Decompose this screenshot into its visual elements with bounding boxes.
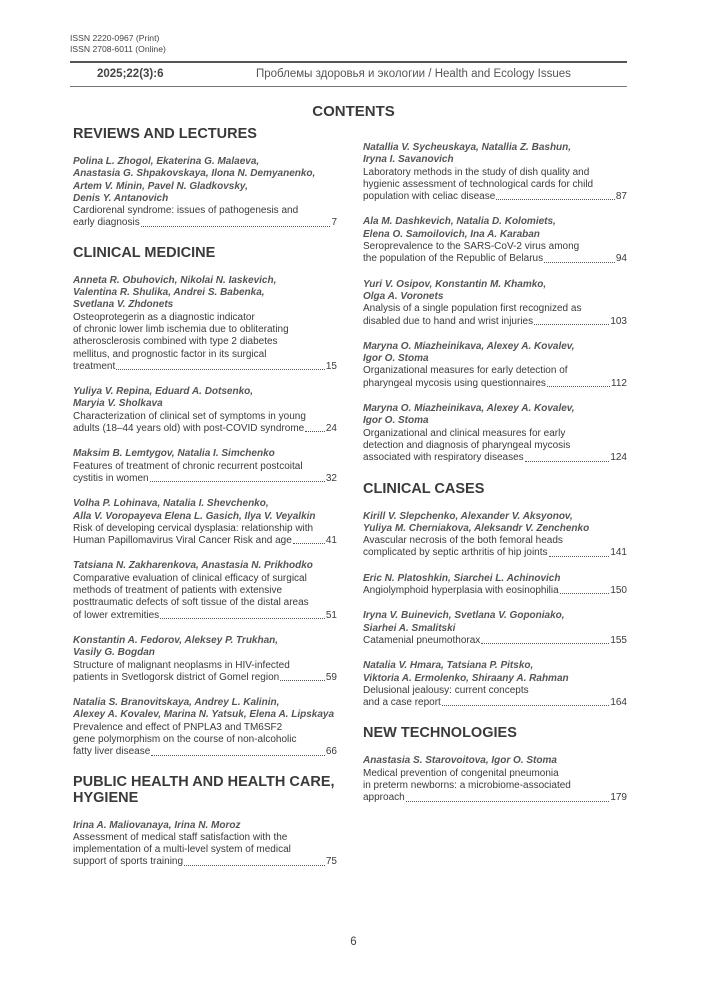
- entry-last-line: [73, 610, 337, 622]
- dot-leader: [151, 755, 325, 756]
- toc-entry: [363, 660, 627, 709]
- issn-block: [70, 33, 166, 55]
- entry-title-end: pharyngeal mycosis using questionnaires: [363, 377, 546, 389]
- dot-leader: [525, 461, 610, 462]
- toc-entry: [363, 755, 627, 804]
- entry-title-end: approach: [363, 792, 405, 804]
- entry-page-number: 94: [615, 253, 627, 265]
- entry-page-number: 164: [610, 697, 627, 709]
- entry-authors: Irina A. Maliovanaya, Irina N. Moroz: [73, 819, 241, 831]
- entry-last-line: [73, 217, 337, 229]
- toc-entry: [363, 279, 627, 328]
- entry-title-end: patients in Svetlogorsk district of Gomel region: [73, 671, 280, 683]
- entry-authors: Denis Y. Antanovich: [73, 192, 169, 204]
- page-number: 6: [350, 936, 357, 948]
- right-column: [363, 142, 627, 805]
- entry-authors: Valentina R. Shulika, Andrei S. Babenka,: [73, 287, 265, 299]
- dot-leader: [547, 386, 610, 387]
- entry-title-end: support of sports training: [73, 856, 184, 868]
- entry-last-line: [363, 378, 627, 390]
- entry-title-line: Prevalence and effect of PNPLA3 and TM6SF2: [73, 721, 283, 733]
- entry-title-line: Structure of malignant neoplasms in HIV-infected: [73, 659, 290, 671]
- entry-authors: Anneta R. Obuhovich, Nikolai N. Iaskevich,: [73, 274, 277, 286]
- entry-page-number: 103: [610, 315, 627, 327]
- entry-authors: Igor O. Stoma: [363, 415, 429, 427]
- entry-authors: Artem V. Minin, Pavel N. Gladkovsky,: [73, 180, 248, 192]
- entry-title-line: Seroprevalence to the SARS-CoV-2 virus among: [363, 241, 580, 253]
- entry-last-line: [363, 792, 627, 804]
- dot-leader: [184, 865, 325, 866]
- entry-title-end: associated with respiratory diseases: [363, 452, 524, 464]
- entry-title-line: Medical prevention of congenital pneumonia: [363, 767, 559, 779]
- entry-title-line: Cardiorenal syndrome: issues of pathogenesis and: [73, 205, 299, 217]
- entry-last-line: [73, 746, 337, 758]
- toc-entry: [73, 560, 337, 621]
- dot-leader: [406, 801, 610, 802]
- dot-leader: [280, 680, 325, 681]
- issn-print: ISSN 2220-0967 (Print): [70, 33, 160, 43]
- entry-authors: Elena O. Samoilovich, Ina A. Karaban: [363, 228, 540, 240]
- entry-title-end: population with celiac disease: [363, 191, 496, 203]
- entry-title-line: Comparative evaluation of clinical efficacy of surgical: [73, 572, 307, 584]
- entry-last-line: [73, 535, 337, 547]
- header-rule-top: [70, 61, 627, 63]
- entry-title-line: posttraumatic defects of soft tissue of the distal areas: [73, 597, 309, 609]
- entry-page-number: 66: [325, 746, 337, 758]
- dot-leader: [116, 369, 325, 370]
- entry-page-number: 112: [611, 377, 627, 389]
- dot-leader: [481, 643, 609, 644]
- entry-page-number: 87: [615, 191, 627, 203]
- entry-title-line: Features of treatment of chronic recurrent postcoital: [73, 460, 303, 472]
- entry-title-line: Analysis of a single population first recognized as: [363, 303, 582, 315]
- dot-leader: [544, 262, 615, 263]
- entry-title-line: Assessment of medical staff satisfaction with the: [73, 831, 288, 843]
- entry-title-line: atherosclerosis combined with type 2 diabetes: [73, 336, 278, 348]
- dot-leader: [560, 593, 610, 594]
- entry-title-line: gene polymorphism on the course of non-alcoholic: [73, 733, 297, 745]
- entry-last-line: [363, 191, 627, 203]
- entry-authors: Iryna I. Savanovich: [363, 154, 454, 166]
- toc-entry: [73, 635, 337, 684]
- left-column: [73, 126, 337, 869]
- section-heading: PUBLIC HEALTH AND HEALTH CARE, HYGIENE: [73, 773, 335, 806]
- entry-page-number: 51: [325, 609, 337, 621]
- entry-page-number: 41: [325, 535, 337, 547]
- section-heading: CLINICAL CASES: [363, 480, 485, 497]
- entry-authors: Svetlana V. Zhdonets: [73, 299, 174, 311]
- entry-authors: Konstantin A. Fedorov, Aleksey P. Trukhan,: [73, 634, 279, 646]
- entry-last-line: [363, 452, 627, 464]
- entry-last-line: [363, 316, 627, 328]
- entry-title-line: of chronic lower limb ischemia due to obliterating: [73, 323, 289, 335]
- toc-entry: [73, 498, 337, 547]
- toc-entry: [363, 403, 627, 464]
- issn-online: ISSN 2708-6011 (Online): [70, 44, 166, 54]
- entry-title-end: and a case report: [363, 697, 441, 709]
- dot-leader: [496, 199, 615, 200]
- toc-entry: [73, 386, 337, 435]
- toc-entry: [363, 573, 627, 598]
- entry-title-end: of lower extremities: [73, 609, 160, 621]
- entry-authors: Maryna O. Miazheinikava, Alexey A. Kovalev,: [363, 340, 575, 352]
- toc-entry: [73, 697, 337, 758]
- entry-authors: Maryna O. Miazheinikava, Alexey A. Kovalev,: [363, 403, 575, 415]
- section-heading: REVIEWS AND LECTURES: [73, 126, 257, 142]
- toc-entry: [363, 610, 627, 647]
- toc-entry: [73, 820, 337, 869]
- entry-last-line: [363, 697, 627, 709]
- entry-title-line: methods of treatment of patients with extensive: [73, 585, 282, 597]
- toc-entry: [363, 216, 627, 265]
- contents-title: CONTENTS: [312, 103, 395, 120]
- entry-title-line: implementation of a multi-level system of medical: [73, 844, 291, 856]
- entry-page-number: 150: [610, 585, 627, 597]
- toc-entry: [73, 275, 337, 373]
- entry-page-number: 124: [610, 452, 627, 464]
- entry-title-line: Risk of developing cervical dysplasia: relationship with: [73, 522, 314, 534]
- entry-title-end: Catamenial pneumothorax: [363, 634, 481, 646]
- dot-leader: [534, 324, 609, 325]
- entry-last-line: [73, 856, 337, 868]
- entry-title-end: cystitis in women: [73, 472, 149, 484]
- entry-title-end: Human Papillomavirus Viral Cancer Risk and age: [73, 535, 292, 547]
- entry-authors: Maryia V. Sholkava: [73, 398, 163, 410]
- entry-title-end: treatment: [73, 360, 116, 372]
- entry-title-line: Characterization of clinical set of symptoms in young: [73, 410, 306, 422]
- dot-leader: [549, 556, 610, 557]
- entry-page-number: 32: [325, 472, 337, 484]
- entry-authors: Siarhei A. Smalitski: [363, 622, 456, 634]
- entry-authors: Volha P. Lohinava, Natalia I. Shevchenko,: [73, 498, 269, 510]
- entry-page-number: 75: [325, 856, 337, 868]
- entry-authors: Iryna V. Buinevich, Svetlana V. Goponiako,: [363, 610, 565, 622]
- entry-title-line: Laboratory methods in the study of dish quality and: [363, 166, 590, 178]
- entry-authors: Viktoria A. Ermolenko, Shiraany A. Rahman: [363, 672, 569, 684]
- journal-volume: 2025;22(3):6: [97, 68, 164, 80]
- dot-leader: [160, 618, 325, 619]
- entry-title-line: Avascular necrosis of the both femoral heads: [363, 535, 563, 547]
- entry-authors: Igor O. Stoma: [363, 353, 429, 365]
- entry-authors: Alexey A. Kovalev, Marina N. Yatsuk, Elena A. Lipskaya: [73, 709, 335, 721]
- entry-authors: Eric N. Platoshkin, Siarchei L. Achinovich: [363, 572, 561, 584]
- entry-authors: Yuliya V. Repina, Eduard A. Dotsenko,: [73, 386, 254, 398]
- entry-authors: Kirill V. Slepchenko, Alexander V. Aksyonov,: [363, 510, 573, 522]
- entry-authors: Natallia V. Sycheuskaya, Natallia Z. Bashun,: [363, 142, 572, 153]
- entry-authors: Natalia V. Hmara, Tatsiana P. Pitsko,: [363, 660, 534, 672]
- entry-page-number: 7: [331, 217, 337, 229]
- entry-title-end: Angiolymphoid hyperplasia with eosinophilia: [363, 585, 559, 597]
- entry-authors: Tatsiana N. Zakharenkova, Anastasia N. Prikhodko: [73, 560, 313, 572]
- entry-page-number: 155: [610, 634, 627, 646]
- entry-authors: Natalia S. Branovitskaya, Andrey L. Kalinin,: [73, 697, 280, 709]
- entry-last-line: [363, 253, 627, 265]
- toc-entry: [363, 142, 627, 203]
- entry-title-line: in preterm newborns: a microbiome-associated: [363, 779, 571, 791]
- toc-entry: [363, 341, 627, 390]
- entry-title-end: early diagnosis: [73, 217, 140, 229]
- entry-authors: Olga A. Voronets: [363, 290, 444, 302]
- entry-last-line: [363, 635, 627, 647]
- entry-title-line: hygienic assessment of technological cards for child: [363, 178, 594, 190]
- entry-authors: Ala M. Dashkevich, Natalia D. Kolomiets,: [363, 216, 556, 228]
- entry-title-end: adults (18–44 years old) with post-COVID syndrome: [73, 423, 305, 435]
- entry-last-line: [73, 361, 337, 373]
- entry-title-line: detection and diagnosis of pharyngeal mycosis: [363, 439, 571, 451]
- entry-title-line: Osteoprotegerin as a diagnostic indicator: [73, 311, 255, 323]
- entry-title-end: disabled due to hand and wrist injuries: [363, 315, 534, 327]
- entry-title-line: mellitus, and prognostic factor in its surgical: [73, 348, 267, 360]
- entry-page-number: 15: [325, 360, 337, 372]
- entry-title-line: Organizational measures for early detection of: [363, 365, 568, 377]
- entry-authors: Alla V. Voropayeva Elena L. Gasich, Ilya V. Veyalkin: [73, 510, 316, 522]
- entry-title-line: Organizational and clinical measures for early: [363, 427, 566, 439]
- journal-title: Проблемы здоровья и экологии / Health and Ecology Issues: [256, 68, 571, 80]
- entry-page-number: 141: [610, 547, 627, 559]
- entry-title-line: Delusional jealousy: current concepts: [363, 684, 529, 696]
- entry-last-line: [73, 423, 337, 435]
- header-rule-bottom: [70, 86, 627, 87]
- entry-title-end: the population of the Republic of Belarus: [363, 253, 544, 265]
- section-heading: NEW TECHNOLOGIES: [363, 725, 517, 742]
- entry-last-line: [73, 473, 337, 485]
- entry-authors: Vasily G. Bogdan: [73, 647, 155, 659]
- entry-page-number: 59: [325, 671, 337, 683]
- entry-authors: Anastasia G. Shpakovskaya, Ilona N. Demyanenko,: [73, 168, 316, 180]
- entry-last-line: [73, 672, 337, 684]
- entry-authors: Yuliya M. Cherniakova, Aleksandr V. Zenchenko: [363, 522, 590, 534]
- entry-title-end: fatty liver disease: [73, 746, 151, 758]
- dot-leader: [305, 431, 325, 432]
- entry-page-number: 179: [610, 792, 627, 804]
- entry-authors: Yuri V. Osipov, Konstantin M. Khamko,: [363, 278, 547, 290]
- toc-entry: [73, 156, 337, 230]
- dot-leader: [150, 481, 325, 482]
- entry-last-line: [363, 547, 627, 559]
- entry-authors: Anastasia S. Starovoitova, Igor O. Stoma: [363, 755, 557, 767]
- toc-entry: [363, 511, 627, 560]
- entry-authors: Maksim B. Lemtygov, Natalia I. Simchenko: [73, 448, 275, 460]
- dot-leader: [293, 543, 325, 544]
- section-heading: CLINICAL MEDICINE: [73, 244, 216, 261]
- entry-authors: Polina L. Zhogol, Ekaterina G. Malaeva,: [73, 156, 260, 167]
- entry-page-number: 24: [325, 423, 337, 435]
- toc-entry: [73, 448, 337, 485]
- entry-last-line: [363, 585, 627, 597]
- dot-leader: [141, 226, 331, 227]
- entry-title-end: complicated by septic arthritis of hip joints: [363, 547, 548, 559]
- dot-leader: [442, 705, 609, 706]
